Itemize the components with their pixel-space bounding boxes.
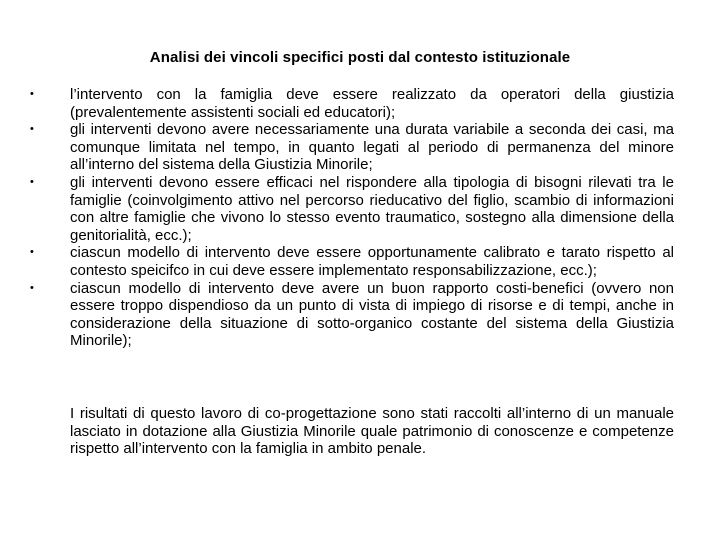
bullet-text: ciascun modello di intervento deve essere opportunamente calibrato e tarato rispetto al contesto speicifco in cui deve essere implementato responsabilizzazione, ecc.); — [70, 244, 674, 279]
slide-title: Analisi dei vincoli specifici posti dal contesto istituzionale — [149, 49, 571, 66]
bullet-dot-icon: • — [30, 175, 34, 188]
bullet-text: gli interventi devono avere necessariamente una durata variabile a seconda dei casi, ma comunque limitata nel tempo, in quanto legati al periodo di permanenza del minore all’interno del sistema della Giustizia Minorile; — [70, 121, 674, 174]
bullet-item — [30, 174, 674, 244]
bullet-item — [30, 86, 674, 121]
bullet-dot-icon: • — [30, 281, 34, 294]
bullet-text: l’intervento con la famiglia deve essere realizzato da operatori della giustizia (prevalentemente assistenti sociali ed educatori); — [70, 86, 674, 121]
bullet-item — [30, 280, 674, 350]
bullet-text: gli interventi devono essere efficaci nel rispondere alla tipologia di bisogni rilevati tra le famiglie (coinvolgimento attivo nel percorso rieducativo del figlio, scambio di informazioni con altre famiglie che vivono lo stesso evento traumatico, sostegno alla dimensione della genitorialità, ecc.); — [70, 173, 674, 244]
bullet-dot-icon: • — [30, 123, 34, 136]
bullet-dot-icon: • — [30, 88, 34, 100]
bullet-item — [30, 121, 674, 174]
bullet-item — [30, 244, 674, 279]
bullet-text: ciascun modello di intervento deve avere un buon rapporto costi-benefici (ovvero non essere troppo dispendioso da un punto di vista di impiego di risorse e di tempi, anche in considerazione della situazione di sotto-organico costante del sistema della Giustizia Minorile); — [70, 279, 674, 350]
bullet-dot-icon: • — [30, 246, 34, 259]
bullet-list — [30, 86, 674, 350]
conclusion-paragraph: I risultati di questo lavoro di co-progettazione sono stati raccolti all’interno di un manuale lasciato in dotazione alla Giustizia Minorile quale patrimonio di conoscenze e competenze rispetto all’intervento con la famiglia in ambito penale. — [70, 405, 674, 458]
